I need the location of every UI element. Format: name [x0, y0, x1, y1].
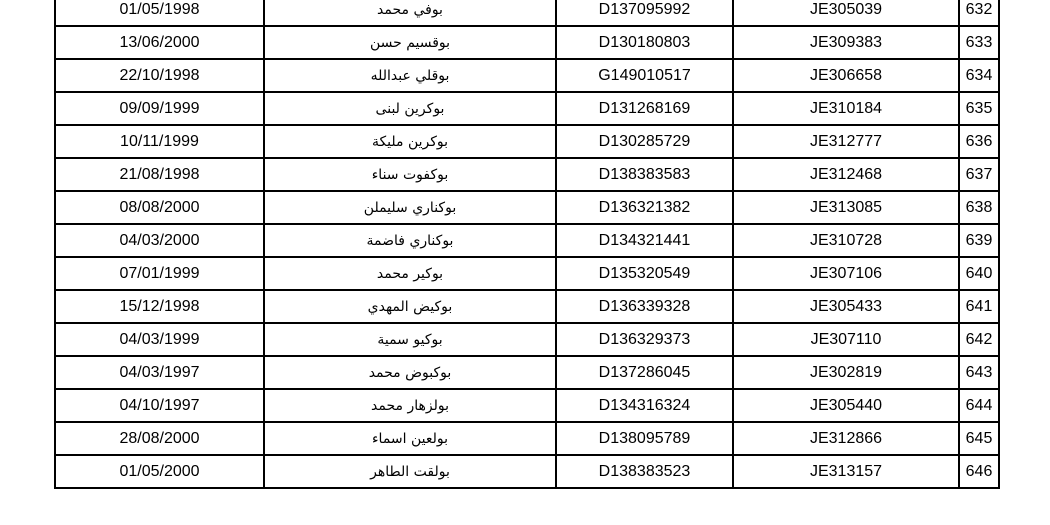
cin-cell: D130180803: [556, 26, 733, 59]
birth-date-cell: 01/05/2000: [55, 455, 264, 488]
code-cell: JE313085: [733, 191, 959, 224]
row-number-cell: 633: [959, 26, 999, 59]
full-name-cell: بولقت الطاهر: [264, 455, 556, 488]
table-row: [55, 422, 999, 455]
table-row: [55, 59, 999, 92]
birth-date-cell: 09/09/1999: [55, 92, 264, 125]
cin-cell: D136329373: [556, 323, 733, 356]
code-cell: JE305440: [733, 389, 959, 422]
table-body: [55, 0, 999, 488]
row-number-cell: 644: [959, 389, 999, 422]
row-number-cell: 634: [959, 59, 999, 92]
table-row: [55, 92, 999, 125]
birth-date-cell: 04/03/2000: [55, 224, 264, 257]
full-name-cell: بوكفوت سناء: [264, 158, 556, 191]
row-number-cell: 639: [959, 224, 999, 257]
cin-cell: D138383583: [556, 158, 733, 191]
table-row: [55, 356, 999, 389]
table-row: [55, 0, 999, 26]
full-name-cell: بوكيض المهدي: [264, 290, 556, 323]
birth-date-cell: 21/08/1998: [55, 158, 264, 191]
full-name-cell: بوكناري سليملن: [264, 191, 556, 224]
code-cell: JE310184: [733, 92, 959, 125]
code-cell: JE307106: [733, 257, 959, 290]
cin-cell: D134316324: [556, 389, 733, 422]
cin-cell: D138095789: [556, 422, 733, 455]
full-name-cell: بوقلي عبدالله: [264, 59, 556, 92]
birth-date-cell: 04/10/1997: [55, 389, 264, 422]
full-name-cell: بوفي محمد: [264, 0, 556, 26]
row-number-cell: 637: [959, 158, 999, 191]
code-cell: JE309383: [733, 26, 959, 59]
birth-date-cell: 22/10/1998: [55, 59, 264, 92]
full-name-cell: بولعين اسماء: [264, 422, 556, 455]
code-cell: JE312777: [733, 125, 959, 158]
cin-cell: D136339328: [556, 290, 733, 323]
table-row: [55, 158, 999, 191]
cin-cell: D131268169: [556, 92, 733, 125]
row-number-cell: 640: [959, 257, 999, 290]
cin-cell: D137286045: [556, 356, 733, 389]
table-row: [55, 26, 999, 59]
code-cell: JE312468: [733, 158, 959, 191]
birth-date-cell: 07/01/1999: [55, 257, 264, 290]
birth-date-cell: 13/06/2000: [55, 26, 264, 59]
birth-date-cell: 04/03/1999: [55, 323, 264, 356]
row-number-cell: 636: [959, 125, 999, 158]
code-cell: JE307110: [733, 323, 959, 356]
full-name-cell: بولزهار محمد: [264, 389, 556, 422]
birth-date-cell: 01/05/1998: [55, 0, 264, 26]
full-name-cell: بوكرين مليكة: [264, 125, 556, 158]
row-number-cell: 638: [959, 191, 999, 224]
row-number-cell: 642: [959, 323, 999, 356]
birth-date-cell: 15/12/1998: [55, 290, 264, 323]
full-name-cell: بوقسيم حسن: [264, 26, 556, 59]
table-row: [55, 125, 999, 158]
code-cell: JE305433: [733, 290, 959, 323]
table-row: [55, 191, 999, 224]
cin-cell: D136321382: [556, 191, 733, 224]
code-cell: JE302819: [733, 356, 959, 389]
row-number-cell: 643: [959, 356, 999, 389]
birth-date-cell: 28/08/2000: [55, 422, 264, 455]
full-name-cell: بوكناري فاضمة: [264, 224, 556, 257]
cin-cell: D135320549: [556, 257, 733, 290]
row-number-cell: 632: [959, 0, 999, 26]
cin-cell: G149010517: [556, 59, 733, 92]
row-number-cell: 641: [959, 290, 999, 323]
table-row: [55, 389, 999, 422]
row-number-cell: 635: [959, 92, 999, 125]
row-number-cell: 646: [959, 455, 999, 488]
full-name-cell: بوكير محمد: [264, 257, 556, 290]
cin-cell: D134321441: [556, 224, 733, 257]
table-row: [55, 290, 999, 323]
full-name-cell: بوكبوض محمد: [264, 356, 556, 389]
code-cell: JE312866: [733, 422, 959, 455]
table-row: [55, 224, 999, 257]
table-row: [55, 257, 999, 290]
cin-cell: D138383523: [556, 455, 733, 488]
code-cell: JE305039: [733, 0, 959, 26]
row-number-cell: 645: [959, 422, 999, 455]
birth-date-cell: 08/08/2000: [55, 191, 264, 224]
table-row: [55, 455, 999, 488]
table-row: [55, 323, 999, 356]
birth-date-cell: 10/11/1999: [55, 125, 264, 158]
cin-cell: D137095992: [556, 0, 733, 26]
code-cell: JE313157: [733, 455, 959, 488]
birth-date-cell: 04/03/1997: [55, 356, 264, 389]
students-table: [54, 0, 1000, 489]
cin-cell: D130285729: [556, 125, 733, 158]
full-name-cell: بوكيو سمية: [264, 323, 556, 356]
code-cell: JE310728: [733, 224, 959, 257]
full-name-cell: بوكرين لبنى: [264, 92, 556, 125]
code-cell: JE306658: [733, 59, 959, 92]
